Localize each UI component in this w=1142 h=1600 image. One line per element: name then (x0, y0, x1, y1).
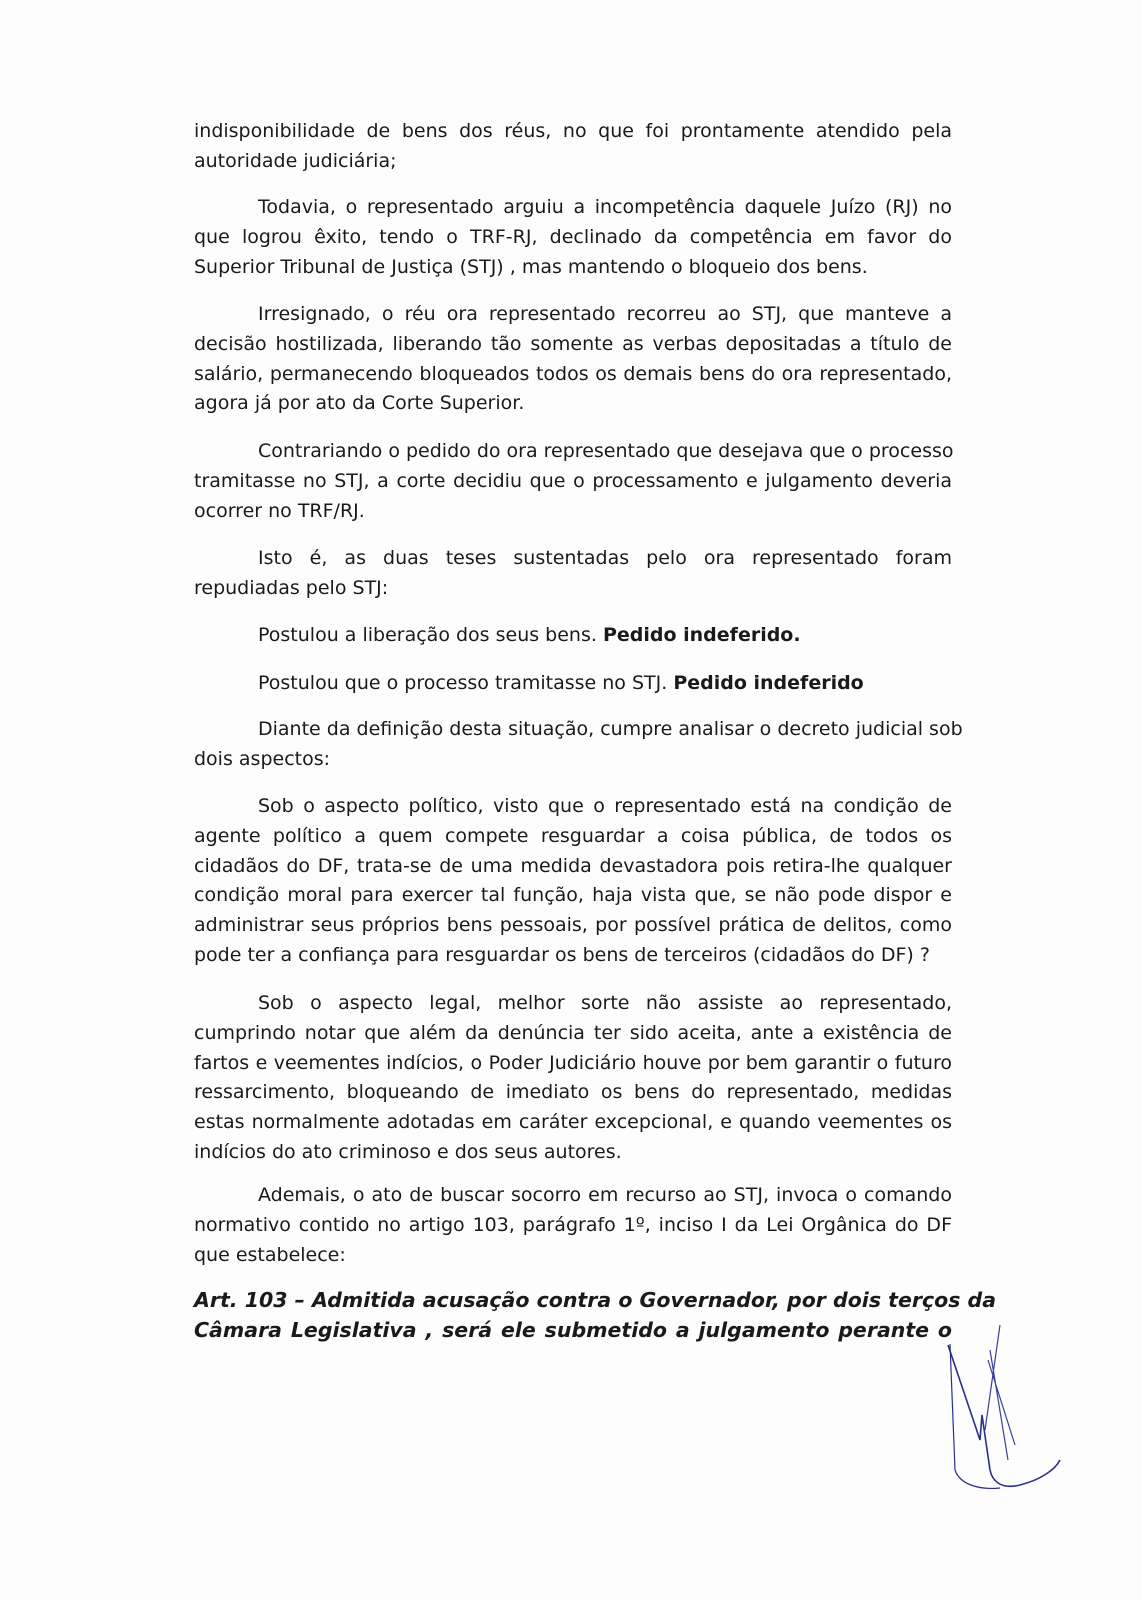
text-segment: decisão hostilizada, liberando tão somente as verbas depositadas a título de (194, 332, 952, 355)
paragraph (194, 792, 952, 971)
paragraph (194, 669, 952, 699)
text-line (194, 1019, 952, 1049)
text-line (194, 497, 952, 527)
text-line (194, 437, 952, 467)
text-line (194, 941, 952, 971)
text-line (194, 360, 952, 390)
paragraph (194, 437, 952, 526)
paragraph (194, 544, 952, 604)
text-segment: Diante da definição desta situação, cumpre analisar o decreto judicial sob (258, 718, 963, 740)
text-line (194, 1138, 952, 1168)
text-segment: Superior Tribunal de Justiça (STJ) , mas mantendo o bloqueio dos bens. (194, 255, 868, 278)
text-segment: Sob o aspecto político, visto que o representado está na condição de (258, 795, 952, 817)
text-segment: agente político a quem compete resguardar a coisa pública, de todos os (194, 824, 952, 847)
text-line (194, 223, 952, 253)
text-segment: administrar seus próprios bens pessoais, por possível prática de delitos, como (194, 914, 952, 937)
text-segment: condição moral para exercer tal função, haja vista que, se não pode dispor e (194, 884, 952, 907)
text-line (194, 389, 952, 419)
text-line (194, 989, 952, 1019)
text-line (194, 715, 963, 745)
text-line (194, 745, 952, 775)
bold-text: Pedido indeferido. (602, 624, 801, 646)
text-line (194, 1181, 952, 1211)
quoted-article (194, 1286, 997, 1346)
text-segment: Ademais, o ato de buscar socorro em recurso ao STJ, invoca o comando (258, 1184, 952, 1206)
text-segment: Todavia, o representado arguiu a incompetência daquele Juízo (RJ) no (258, 196, 952, 218)
text-segment: estas normalmente adotadas em caráter excepcional, e quando veementes os (194, 1111, 952, 1134)
text-line (194, 669, 952, 699)
text-segment: fartos e veementes indícios, o Poder Judiciário houve por bem garantir o futuro (194, 1051, 952, 1074)
text-line (194, 881, 952, 911)
text-segment: que estabelece: (194, 1243, 346, 1266)
text-line (194, 1316, 952, 1346)
text-segment: repudiadas pelo STJ: (194, 576, 389, 599)
paragraph (194, 715, 963, 775)
text-segment: Contrariando o pedido do ora representado que desejava que o processo (258, 440, 954, 462)
text-segment: autoridade judiciária; (194, 149, 397, 172)
text-line (194, 1211, 952, 1241)
text-line (194, 852, 952, 882)
paragraph (194, 193, 952, 282)
text-line (194, 253, 952, 283)
text-segment: Irresignado, o réu ora representado recorreu ao STJ, que manteve a (258, 303, 952, 325)
handwritten-signature (930, 1320, 1070, 1500)
text-segment: que logrou êxito, tendo o TRF-RJ, declinado da competência em favor do (194, 225, 952, 248)
text-segment: indisponibilidade de bens dos réus, no que foi prontamente atendido pela (194, 120, 952, 142)
text-segment: Art. 103 – Admitida acusação contra o Governador, por dois terços da (194, 1288, 997, 1312)
text-segment: normativo contido no artigo 103, parágrafo 1º, inciso I da Lei Orgânica do DF (194, 1213, 952, 1236)
text-line (194, 1108, 952, 1138)
text-line (194, 544, 952, 574)
text-line (194, 574, 952, 604)
text-line (194, 911, 952, 941)
text-line (194, 1049, 952, 1079)
text-segment: Câmara Legislativa , será ele submetido a julgamento perante o (194, 1317, 952, 1342)
text-line (194, 1078, 952, 1108)
text-segment: Postulou a liberação dos seus bens. (258, 624, 603, 646)
text-segment: salário, permanecendo bloqueados todos os demais bens do ora representado, (194, 362, 952, 385)
paragraph (194, 117, 952, 177)
text-line (194, 330, 952, 360)
text-segment: indícios do ato criminoso e dos seus autores. (194, 1140, 622, 1163)
text-line (194, 300, 952, 330)
text-segment: pode ter a confiança para resguardar os bens de terceiros (cidadãos do DF) ? (194, 943, 930, 966)
text-line (194, 1286, 997, 1316)
text-line (194, 193, 952, 223)
text-line (194, 621, 952, 651)
text-segment: dois aspectos: (194, 747, 331, 770)
text-line (194, 117, 952, 147)
text-segment: ocorrer no TRF/RJ. (194, 499, 365, 522)
text-line (194, 822, 952, 852)
text-segment: cidadãos do DF, trata-se de uma medida devastadora pois retira-lhe qualquer (194, 854, 952, 877)
text-segment: agora já por ato da Corte Superior. (194, 392, 525, 415)
paragraph (194, 300, 952, 419)
text-segment: Postulou que o processo tramitasse no STJ. (258, 672, 674, 694)
bold-text: Pedido indeferido (673, 672, 864, 694)
text-line (194, 792, 952, 822)
paragraph (194, 621, 952, 651)
paragraph (194, 1181, 952, 1270)
text-segment: Isto é, as duas teses sustentadas pelo ora representado foram (258, 547, 952, 569)
paragraph (194, 989, 952, 1168)
text-line (194, 1241, 952, 1271)
text-segment: ressarcimento, bloqueando de imediato os bens do representado, medidas (194, 1081, 952, 1104)
text-segment: tramitasse no STJ, a corte decidiu que o processamento e julgamento deveria (194, 469, 952, 492)
text-line (194, 147, 952, 177)
text-segment: Sob o aspecto legal, melhor sorte não assiste ao representado, (258, 992, 952, 1014)
text-line (194, 467, 952, 497)
text-segment: cumprindo notar que além da denúncia ter sido aceita, ante a existência de (194, 1021, 952, 1044)
